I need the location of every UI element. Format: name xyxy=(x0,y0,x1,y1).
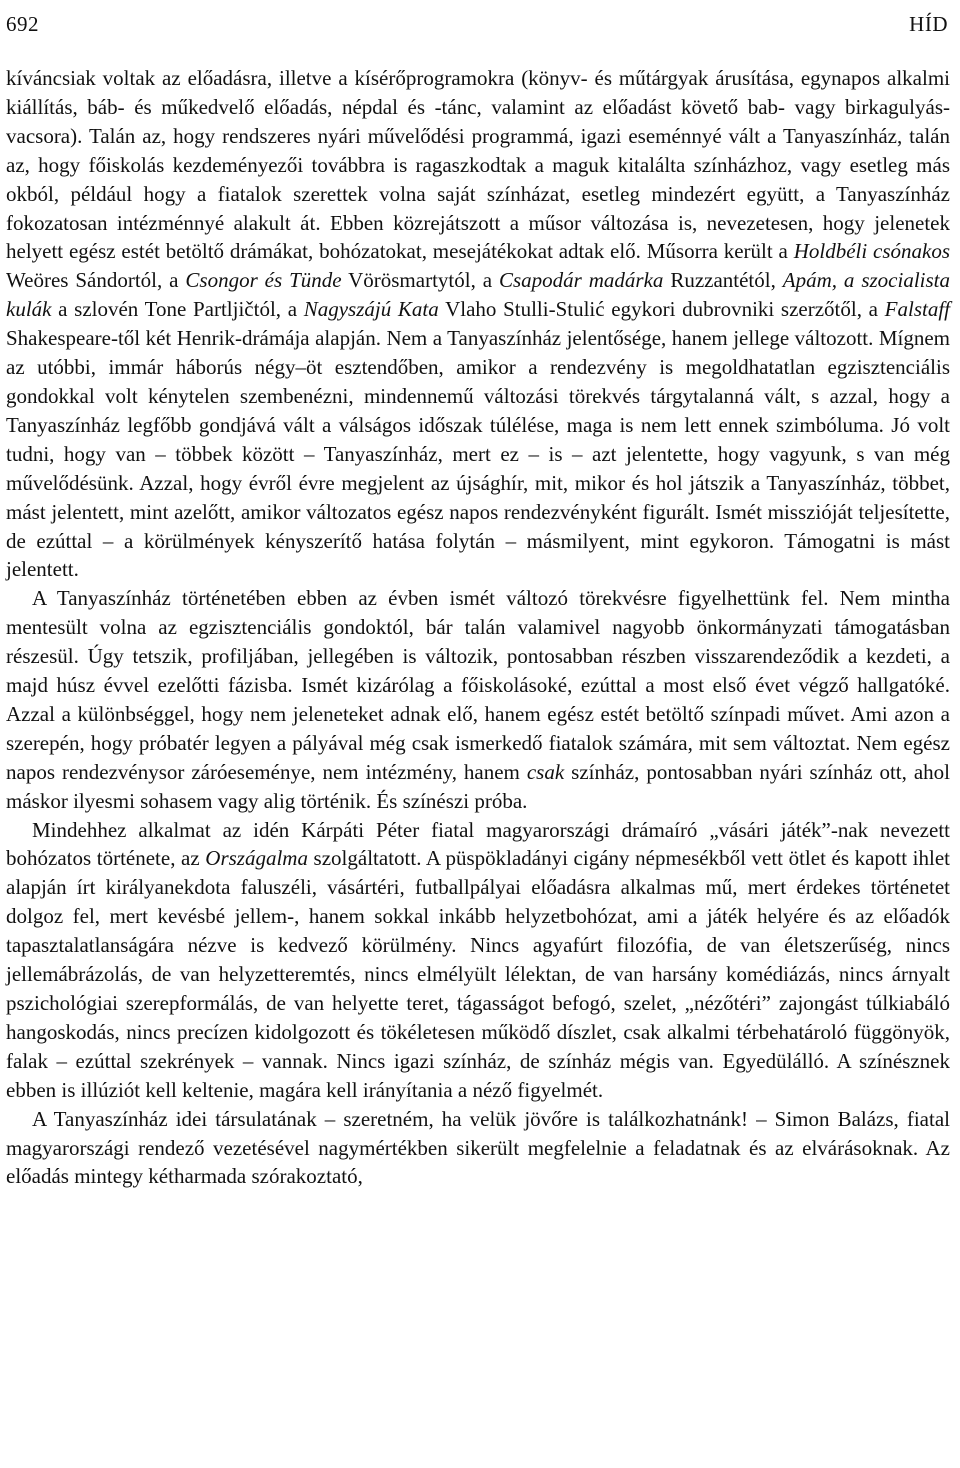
paragraph xyxy=(6,816,950,1105)
body-text xyxy=(6,64,950,1191)
text-run: Vlaho Stulli-Stulić egykori dubrovniki szerzőtől, a xyxy=(438,297,885,322)
text-run: Mindehhez alkalmat az idén Kárpáti Péter fiatal magyarországi drámaíró „vásári játék”-nak nevezett bohózatos története, az xyxy=(6,817,950,871)
text-run: A Tanyaszínház idei társulatának – szeretném, ha velük jövőre is találkozhatnánk! – Simon Balázs, fiatal magyarországi rendező vezetésével nagymértékben sikerült megfelelnie a feladatnak és az elvárásoknak. Az előadás mintegy kétharmada szórakoztató, xyxy=(6,1106,950,1189)
running-title: HÍD xyxy=(909,11,948,36)
italic-title: Országalma xyxy=(205,846,308,871)
paragraph xyxy=(6,64,950,584)
page-number: 692 xyxy=(6,11,39,36)
text-run: kíváncsiak voltak az előadásra, illetve a kísérőprogramokra (könyv- és műtárgyak árusítása, egynapos alkalmi kiállítás, báb- és műkedvelő előadás, népdal és -tánc, valamint az előadást követő bab- vagy birkagulyás-vacsora). Talán az, hogy rendszeres nyári művelődési programmá, igazi eseménnyé vált a Tanyaszínház, talán az, hogy főiskolás kezdeményezői továbbra is ragaszkodtak a maguk kitalálta színházhoz, vagy esetleg más okból, például hogy a fiatalok szerettek volna saját színházat, esetleg mindezért együtt, a Tanyaszínház fokozatosan intézménnyé alakult át. Ebben közrejátszott a műsor változása is, nevezetesen, hogy jelenetek helyett egész estét betöltő drámákat, bohózatokat, mesejátékokat adtak elő. Műsorra került a xyxy=(6,66,950,264)
italic-title: csak xyxy=(526,759,565,784)
text-run: színház, pontosabban nyári színház ott, ahol máskor ilyesmi sohasem vagy alig történik. És színészi próba. xyxy=(6,759,951,813)
paragraph xyxy=(6,584,950,815)
text-run: Ruzzantétól, xyxy=(663,268,783,293)
text-run: Shakespeare-től két Henrik-drámája alapján. Nem a Tanyaszínház jelentősége, hanem jellege változott. Mígnem az utóbbi, immár háborús négy–öt esztendőben, amikor a rendezvény is megoldhatatlan egzisztenciális gondokkal volt kénytelen szembenézni, mindennemű változási törekvés tárgytalanná vált, s azzal, hogy a Tanyaszínház legfőbb gondjává vált a válságos időszak túlélése, maga is nem lett ennek szimbóluma. Jó volt tudni, hogy van – többek között – Tanyaszínház, mert ez – is – azt jelentette, hogy vagyunk, s van még művelődésünk. Azzal, hogy évről évre megjelent az újsághír, mit, mikor és hol játszik a Tanyaszínház, többet, mást jelentett, mint azelőtt, amikor változatos egész napos rendezvényként figurált. Ismét misszióját teljesítette, de ezúttal – a körülmények kényszerítő hatása folytán – másmilyent, mint egykoron. Támogatni is mást jelentett. xyxy=(6,326,950,582)
text-run: Weöres Sándortól, a xyxy=(6,268,186,293)
italic-title: Nagyszájú Kata xyxy=(303,297,439,322)
italic-title: Falstaff xyxy=(884,297,950,322)
italic-title: Holdbéli csónakos xyxy=(793,239,951,264)
text-run: A Tanyaszínház történetében ebben az évben ismét változó törekvésre figyelhettünk fel. Nem mintha mentesült volna az egzisztenciális gondoktól, bár talán valamivel nagyobb önkormányzati támogatásban részesül. Úgy tetszik, profiljában, jellegében is változik, pontosabban részben visszarendeződik a kezdeti, a majd húsz évvel ezelőtti fázisba. Ismét kizárólag a főiskolásoké, ezúttal a most első évet végző hallgatóké. Azzal a különbséggel, hogy nem jeleneteket adnak elő, hanem egész estét betöltő színpadi művet. Ami azon a szerepén, hogy próbatér legyen a pályával még csak ismerkedő fiatalok számára, mit sem változtat. Nem egész napos rendezvénysor záróeseménye, nem intézmény, hanem xyxy=(6,586,950,784)
paragraph xyxy=(6,1105,950,1192)
italic-title: Csapodár madárka xyxy=(498,268,664,293)
text-run: szolgáltatott. A püspökladányi cigány népmesékből vett ötlet és kapott ihlet alapján írt királyanekdota faluszéli, vásártéri, futballpályai előadásra alkalmas mű, mert érdekes történetet dolgoz fel, mert kevésbé jellem-, hanem sokkal inkább helyzetbohózat, ami a játék helyére és az előadók tapasztalatlanságára nézve is kedvező körülmény. Nincs agyafúrt filozófia, de van életszerűség, nincs jellemábrázolás, de van helyzetteremtés, nincs elmélyült lélektan, de van harsány komédiázás, nincs árnyalt pszichológiai szerepformálás, de van helyette teret, tágasságot befogó, szelet, „nézőtéri” zajongást túlkiabáló hangoskodás, nincs precízen kidolgozott és tökéletesen működő díszlet, csak alkalmi térbehatároló függönyök, falak – ezúttal szekrények – vannak. Nincs igazi színház, de színház mégis van. Egyedülálló. A színésznek ebben is illúziót kell keltenie, magára kell irányítania a néző figyelmét. xyxy=(6,846,951,1102)
text-run: Vörösmartytól, a xyxy=(341,268,499,293)
italic-title: Csongor és Tünde xyxy=(185,268,342,293)
italic-title: Apám, a szocialista kulák xyxy=(6,268,950,322)
page-header xyxy=(6,8,948,40)
text-run: a szlovén Tone Partljičtól, a xyxy=(51,297,304,322)
